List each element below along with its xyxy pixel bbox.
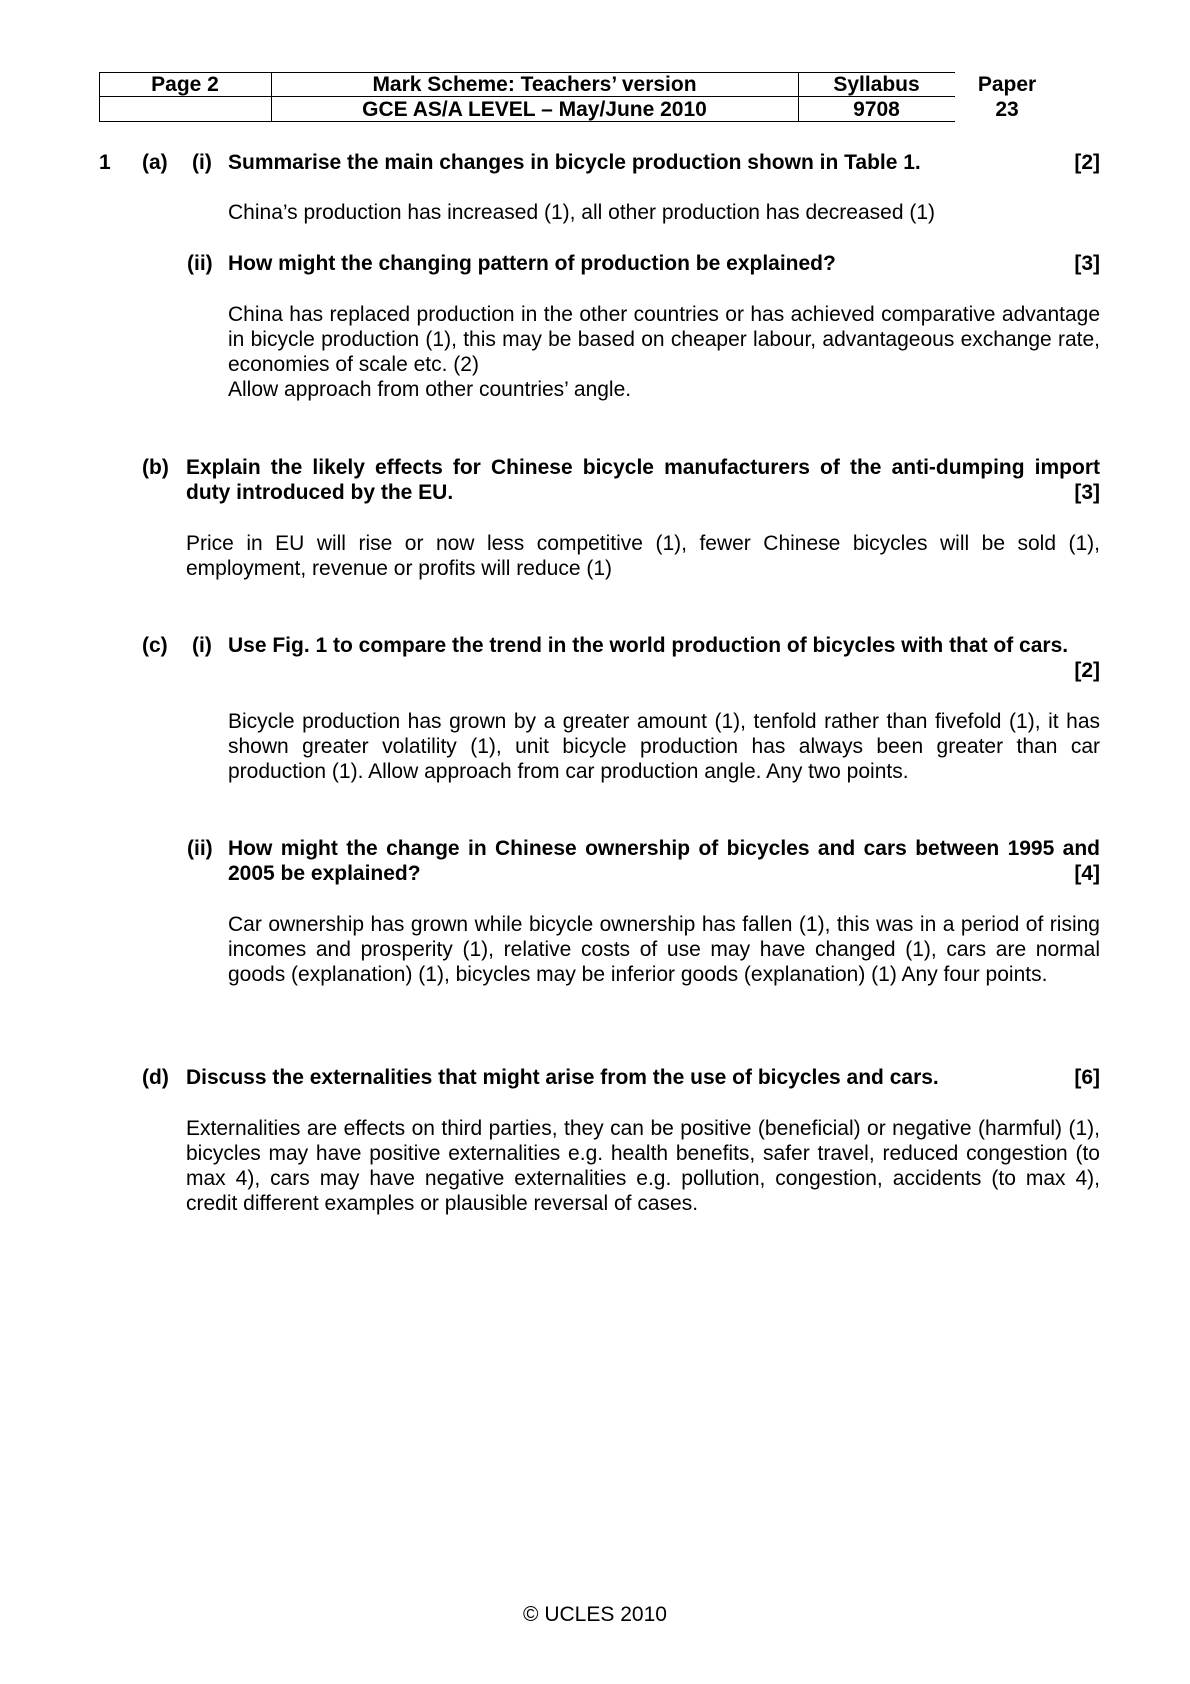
part-a-ii-marks: [3] [1074, 252, 1100, 275]
part-a-ii-label: (ii) [187, 252, 213, 275]
header-exam: GCE AS/A LEVEL – May/June 2010 [362, 98, 707, 121]
part-a-i-marks: [2] [1074, 151, 1100, 174]
part-d-answer: Externalities are effects on third parties, they can be positive (beneficial) or negative (harmful) (1), bicycles may have positive externalities e.g. health benefits, safer travel, reduced congestion (to max 4), cars may have negative externalities e.g. pollution, congestion, accidents (to max 4), credit different examples or plausible reversal of cases. [186, 1117, 1100, 1215]
part-a-i-question: Summarise the main changes in bicycle production shown in Table 1. [228, 151, 921, 174]
header-paper-label: Paper [977, 73, 1037, 96]
part-a-i-answer: China’s production has increased (1), all other production has decreased (1) [228, 201, 936, 224]
header-syllabus-code: 9708 [853, 98, 900, 121]
part-a-ii-answer-note: Allow approach from other countries’ angle. [228, 378, 632, 401]
part-a-ii-answer: China has replaced production in the other countries or has achieved comparative advantage in bicycle production (1), this may be based on cheaper labour, advantageous exchange rate, economies of scale etc. (2) [228, 303, 1100, 376]
header-table [99, 72, 1059, 122]
question-number: 1 [99, 151, 111, 174]
header-syllabus-label: Syllabus [833, 73, 920, 96]
part-c-ii-question: How might the change in Chinese ownership of bicycles and cars between 1995 and 2005 be explained? [228, 837, 1100, 885]
part-d-label: (d) [142, 1066, 169, 1089]
part-d-marks: [6] [1074, 1066, 1100, 1089]
part-b-marks: [3] [1074, 481, 1100, 504]
part-c-ii-answer: Car ownership has grown while bicycle ownership has fallen (1), this was in a period of rising incomes and prosperity (1), relative costs of use may have changed (1), cars are normal goods (explanation) (1), bicycles may be inferior goods (explanation) (1) Any four points. [228, 913, 1100, 986]
header-title: Mark Scheme: Teachers’ version [372, 73, 697, 96]
part-a-ii-question: How might the changing pattern of production be explained? [228, 252, 836, 275]
part-c-ii-marks: [4] [1074, 862, 1100, 885]
part-c-label: (c) [142, 634, 168, 657]
part-b-answer: Price in EU will rise or now less competitive (1), fewer Chinese bicycles will be sold (1), employment, revenue or profits will reduce (1) [186, 532, 1100, 580]
header-page: Page 2 [151, 73, 219, 96]
copyright-footer: © UCLES 2010 [523, 1603, 667, 1626]
part-c-i-label: (i) [192, 634, 212, 657]
part-a-label: (a) [142, 151, 168, 174]
part-d-question: Discuss the externalities that might arise from the use of bicycles and cars. [186, 1066, 939, 1089]
part-c-ii-label: (ii) [187, 837, 213, 860]
header-paper-number: 23 [995, 98, 1019, 121]
part-c-i-marks: [2] [1074, 659, 1100, 682]
part-b-label: (b) [142, 456, 169, 479]
part-b-question: Explain the likely effects for Chinese bicycle manufacturers of the anti-dumping import duty introduced by the EU. [186, 456, 1100, 504]
part-a-i-label: (i) [192, 151, 212, 174]
part-c-i-question: Use Fig. 1 to compare the trend in the world production of bicycles with that of cars. [228, 634, 1069, 657]
part-c-i-answer: Bicycle production has grown by a greater amount (1), tenfold rather than fivefold (1), it has shown greater volatility (1), unit bicycle production has always been greater than car production (1). Allow approach from car production angle. Any two points. [228, 710, 1100, 783]
